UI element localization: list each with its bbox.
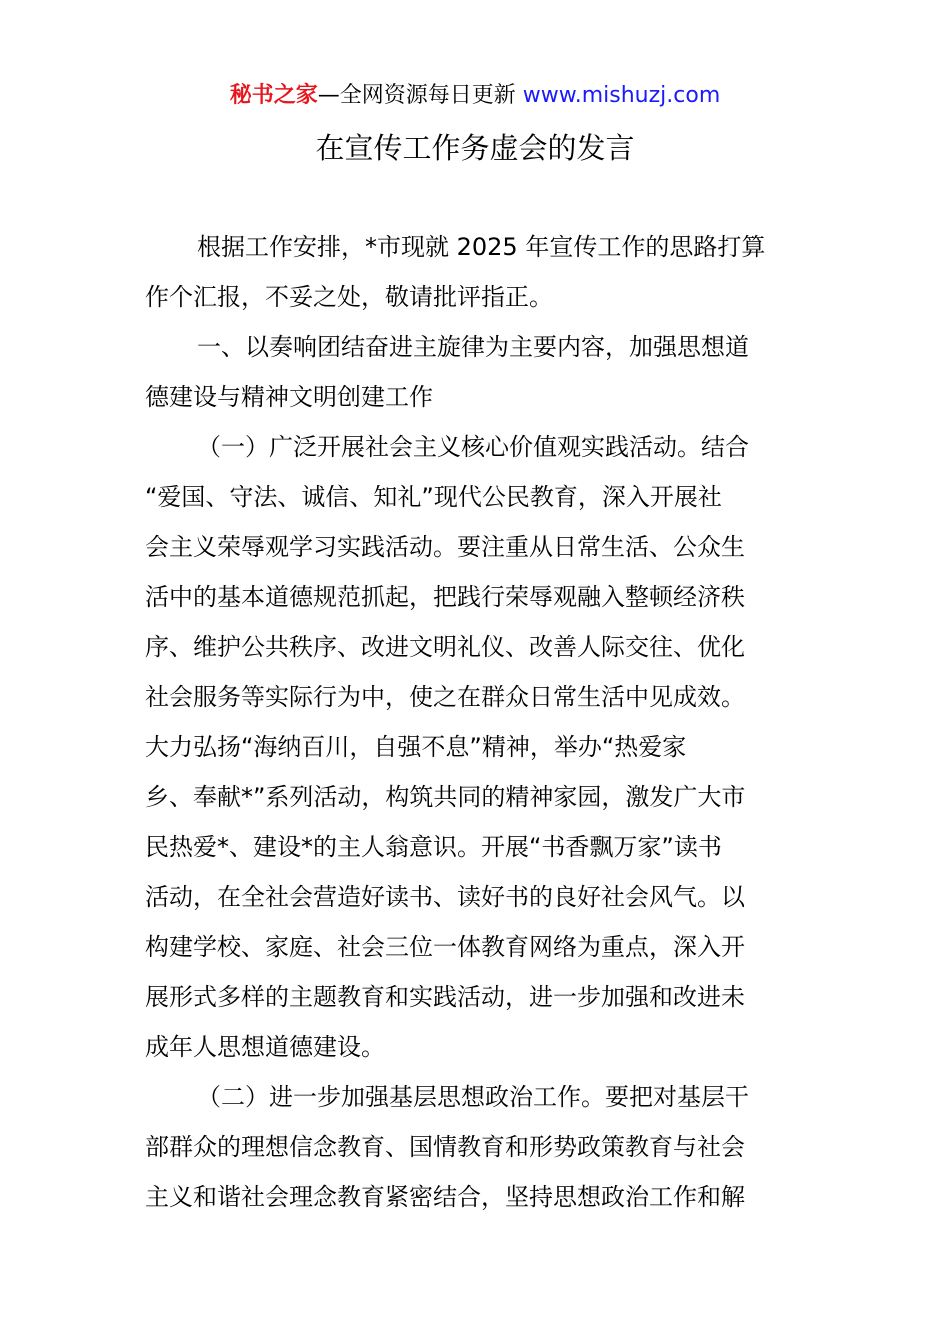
- brand-name: 秘书之家: [229, 83, 318, 108]
- paragraph-line: 构建学校、家庭、社会三位一体教育网络为重点，深入开: [145, 933, 745, 961]
- paragraph-line: 大力弘扬“海纳百川，自强不息”精神，举办“热爱家: [145, 733, 687, 761]
- section-heading-line: 德建设与精神文明创建工作: [145, 383, 433, 411]
- site-url-link[interactable]: www.mishuzj.com: [522, 83, 721, 108]
- paragraph-line: “爱国、守法、诚信、知礼”现代公民教育，深入开展社: [145, 483, 722, 511]
- document-body: [145, 222, 810, 1222]
- paragraph-line: 乡、奉献*”系列活动，构筑共同的精神家园，激发广大市: [145, 783, 746, 811]
- site-header: [0, 80, 950, 112]
- paragraph-line: 社会服务等实际行为中，使之在群众日常生活中见成效。: [145, 683, 745, 711]
- paragraph-line: 部群众的理想信念教育、国情教育和形势政策教育与社会: [145, 1133, 745, 1161]
- paragraph-line: 根据工作安排，*市现就 2025 年宣传工作的思路打算: [197, 233, 766, 261]
- section-heading-line: 一、以奏响团结奋进主旋律为主要内容，加强思想道: [197, 333, 749, 361]
- paragraph-line: 成年人思想道德建设。: [145, 1033, 385, 1061]
- paragraph-line: （一）广泛开展社会主义核心价值观实践活动。结合: [197, 433, 749, 461]
- document-title: 在宣传工作务虚会的发言: [315, 131, 635, 165]
- paragraph-line: 会主义荣辱观学习实践活动。要注重从日常生活、公众生: [145, 533, 745, 561]
- paragraph-line: （二）进一步加强基层思想政治工作。要把对基层干: [197, 1083, 749, 1111]
- paragraph-line: 活动，在全社会营造好读书、读好书的良好社会风气。以: [145, 883, 745, 911]
- paragraph-line: 作个汇报，不妥之处，敬请批评指正。: [145, 283, 553, 311]
- paragraph-line: 民热爱*、建设*的主人翁意识。开展“书香飘万家”读书: [145, 833, 722, 861]
- paragraph-line: 活中的基本道德规范抓起，把践行荣辱观融入整顿经济秩: [145, 583, 745, 611]
- paragraph-line: 主义和谐社会理念教育紧密结合，坚持思想政治工作和解: [145, 1183, 745, 1211]
- header-tagline: —全网资源每日更新: [317, 83, 523, 108]
- paragraph-line: 序、维护公共秩序、改进文明礼仪、改善人际交往、优化: [145, 633, 745, 661]
- paragraph-line: 展形式多样的主题教育和实践活动，进一步加强和改进未: [145, 983, 745, 1011]
